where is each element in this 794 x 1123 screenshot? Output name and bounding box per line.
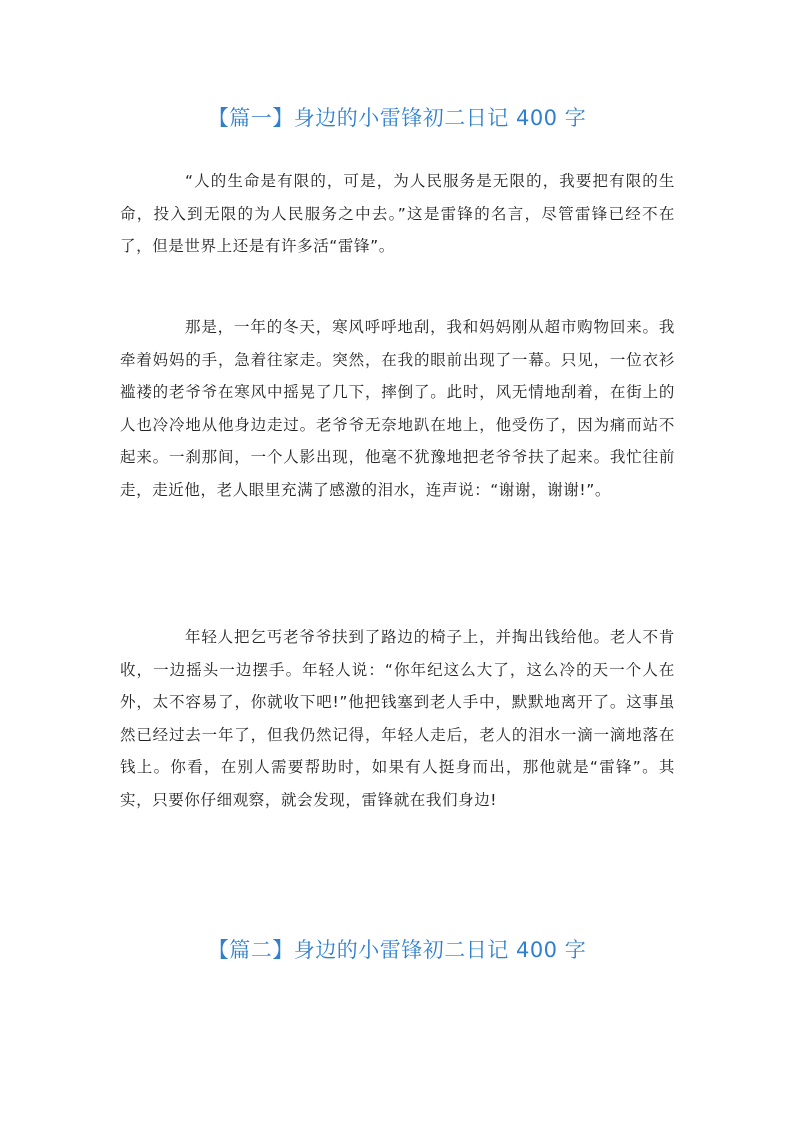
- section-heading-1: 【篇一】身边的小雷锋初二日记 400 字: [207, 106, 587, 130]
- paragraph-2: 那是，一年的冬天，寒风呼呼地刮，我和妈妈刚从超市购物回来。我牵着妈妈的手，急着往家走。突然，在我的眼前出现了一幕。只见，一位衣衫褴褛的老爷爷在寒风中摇晃了几下，摔倒了。此时，风无情地刮着，在街上的人也冷冷地从他身边走过。老爷爷无奈地趴在地上，他受伤了，因为痛而站不起来。一刹那间，一个人影出现，他毫不犹豫地把老爷爷扶了起来。我忙往前走，走近他，老人眼里充满了感激的泪水，连声说：“谢谢，谢谢!”。: [120, 318, 675, 499]
- section-heading-2: 【篇二】身边的小雷锋初二日记 400 字: [207, 938, 587, 962]
- paragraph-3: 年轻人把乞丐老爷爷扶到了路边的椅子上，并掏出钱给他。老人不肯收，一边摇头一边摆手。年轻人说：“你年纪这么大了，这么冷的天一个人在外，太不容易了，你就收下吧!”他把钱塞到老人手中，默默地离开了。这事虽然已经过去一年了，但我仍然记得，年轻人走后，老人的泪水一滴一滴地落在钱上。你看，在别人需要帮助时，如果有人挺身而出，那他就是“雷锋”。其实，只要你仔细观察，就会发现，雷锋就在我们身边!: [120, 628, 675, 809]
- paragraph-1: “人的生命是有限的，可是，为人民服务是无限的，我要把有限的生命，投入到无限的为人民服务之中去。”这是雷锋的名言，尽管雷锋已经不在了，但是世界上还是有许多活“雷锋”。: [120, 172, 675, 255]
